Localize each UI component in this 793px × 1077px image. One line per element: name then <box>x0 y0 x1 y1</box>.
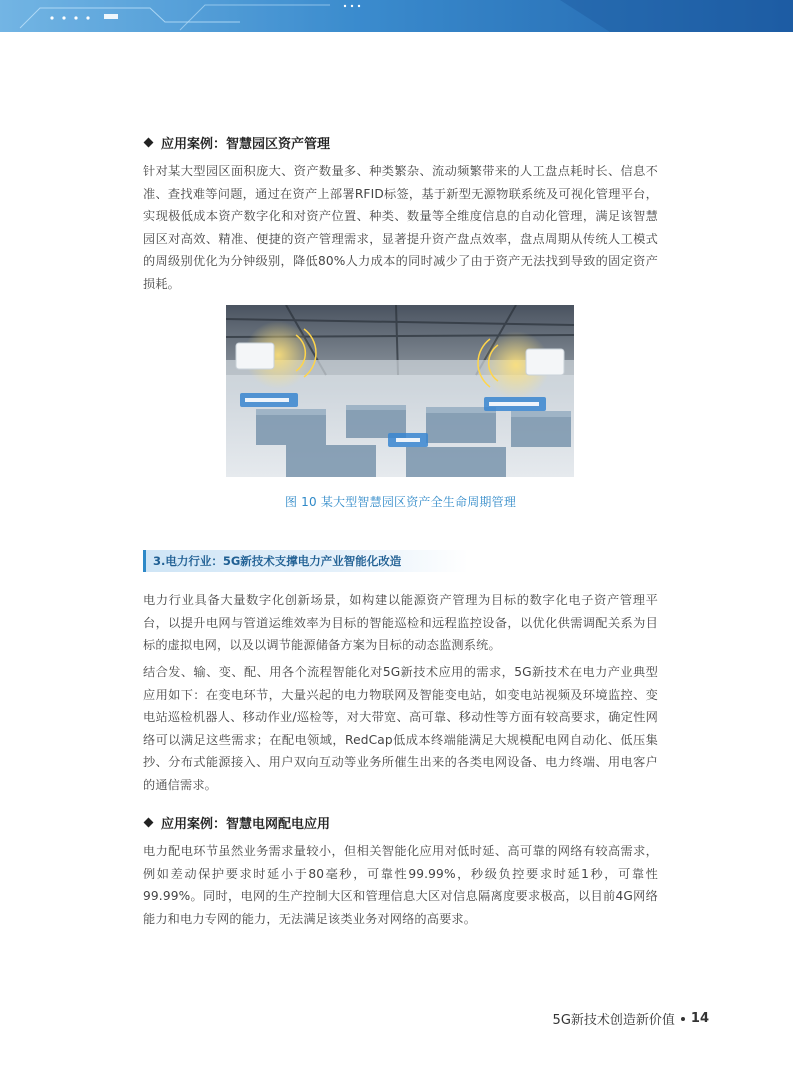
header-decoration <box>0 0 793 32</box>
case-title-text: 应用案例：智慧电网配电应用 <box>161 816 331 832</box>
case-title-smart-park <box>143 132 330 152</box>
figure-caption: 图 10 某大型智慧园区资产全生命周期管理 <box>284 495 517 509</box>
page-number: 14 <box>690 1011 709 1026</box>
case-paragraph-smart-park: 针对某大型园区面积庞大、资产数量多、种类繁杂、流动频繁带来的人工盘点耗时长、信息不准、查找难等问题，通过在资产上部署RFID标签，基于新型无源物联系统及可视化管理平台，实现极低成本资产数字化和对资产位置、种类、数量等全维度信息的自动化管理，满足该智慧园区对高效、精准、便捷的资产管理需求，显著提升资产盘点效率，盘点周期从传统人工模式的周级别优化为分钟级别，降低80%人力成本的同时减少了由于资产无法找到导致的固定资产损耗。 <box>143 164 658 291</box>
page-footer <box>553 1009 709 1028</box>
diamond-bullet-icon <box>144 137 154 147</box>
figure-smart-park-asset-management <box>226 305 574 477</box>
case-title-smart-grid <box>143 812 330 832</box>
diamond-bullet-icon <box>144 817 154 827</box>
section-heading-power-industry: 3.电力行业：5G新技术支撑电力产业智能化改造 <box>143 550 468 572</box>
office-illustration <box>226 305 574 477</box>
section-paragraph-2: 结合发、输、变、配、用各个流程智能化对5G新技术应用的需求，5G新技术在电力产业典型应用如下：在变电环节，大量兴起的电力物联网及智能变电站，如变电站视频及环境监控、变电站巡检机器人、移动作业/巡检等，对大带宽、高可靠、移动性等方面有较高要求，确定性网络可以满足这些需求；在配电领域，RedCap低成本终端能满足大规模配电网自动化、低压集抄、分布式能源接入、用户双向互动等业务所催生出来的各类电网设备、电力终端、用电客户的通信需求。 <box>143 665 658 792</box>
case-title-text: 应用案例：智慧园区资产管理 <box>161 136 331 152</box>
footer-title: 5G新技术创造新价值 <box>552 1013 675 1028</box>
case-paragraph-smart-grid: 电力配电环节虽然业务需求量较小，但相关智能化应用对低时延、高可靠的网络有较高需求，例如差动保护要求时延小于80毫秒，可靠性99.99%，秒级负控要求时延1秒，可靠性99.99%。同时，电网的生产控制大区和管理信息大区对信息隔离度要求极高，以目前4G网络能力和电力专网的能力，无法满足该类业务对网络的高要求。 <box>143 844 658 926</box>
section-paragraph-1: 电力行业具备大量数字化创新场景，如构建以能源资产管理为目标的数字化电子资产管理平台，以提升电网与管道运维效率为目标的智能巡检和远程监控设备，以优化供需调配关系为目标的虚拟电网，以及以调节能源储备方案为目标的动态监测系统。 <box>143 593 658 653</box>
separator-dot-icon <box>681 1017 685 1021</box>
